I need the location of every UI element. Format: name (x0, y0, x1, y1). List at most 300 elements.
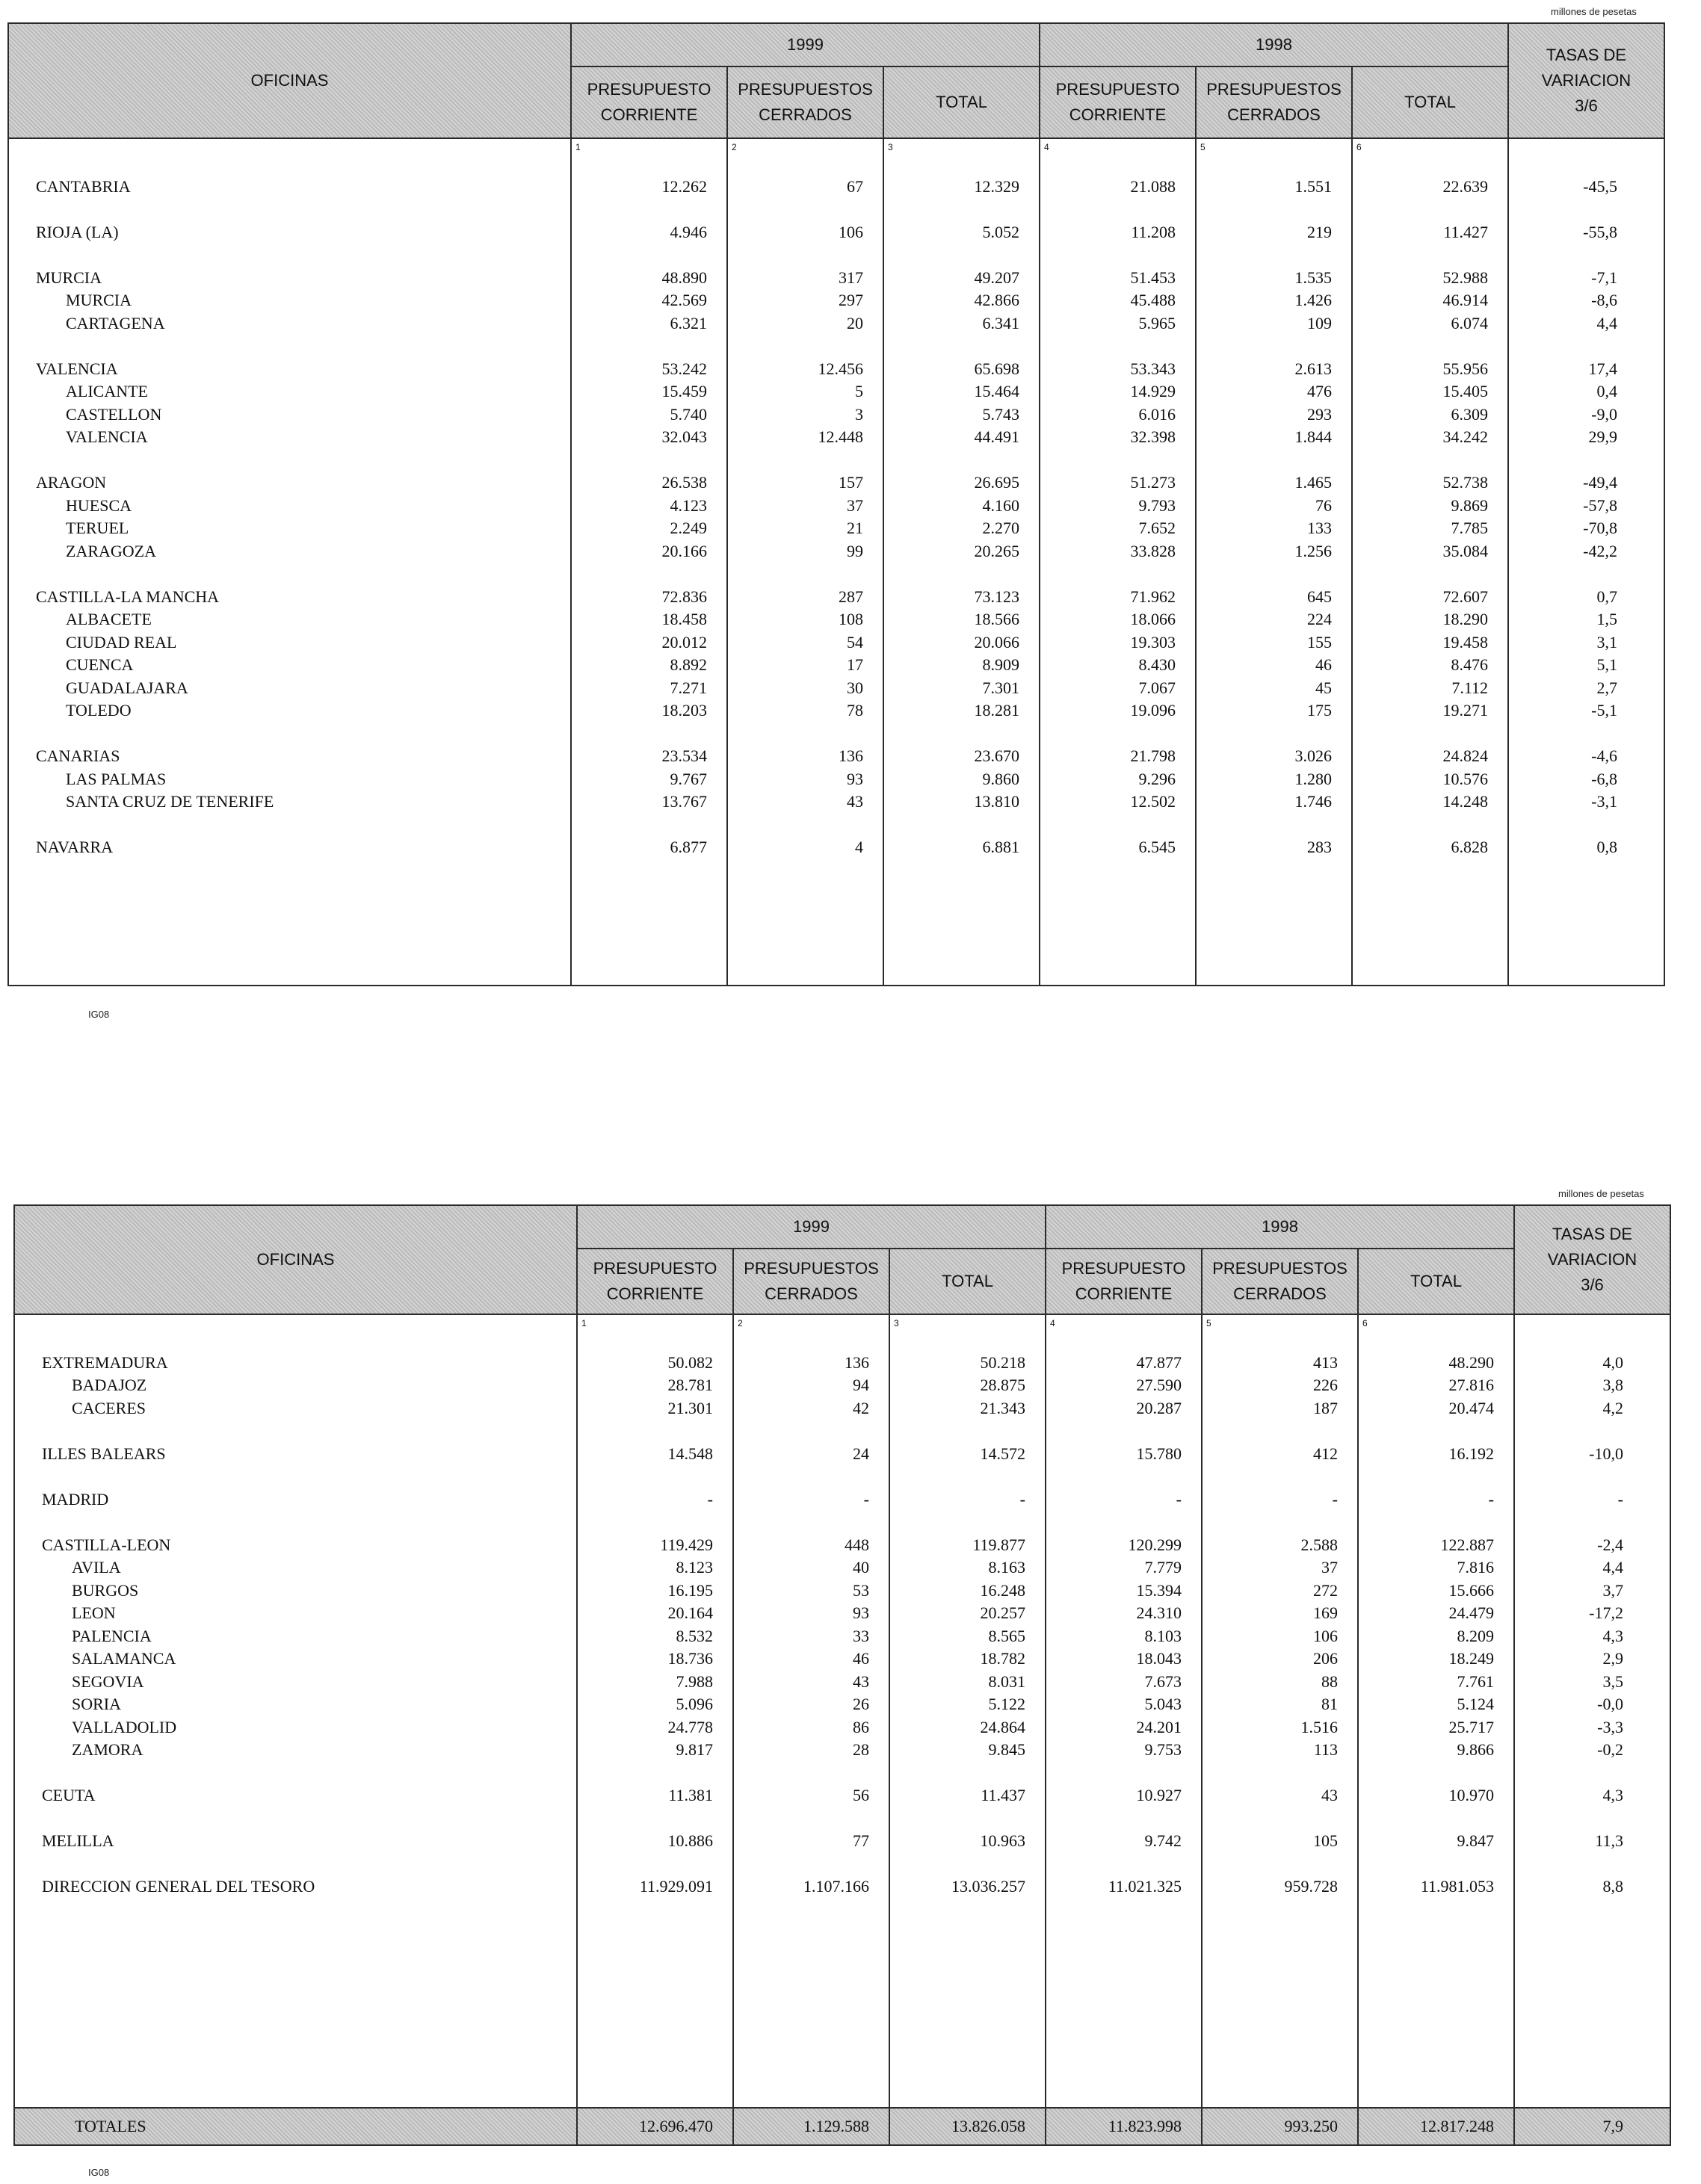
cell-value: - (707, 1489, 713, 1509)
row-gap (728, 152, 883, 176)
cell-value: - (1332, 1489, 1338, 1509)
totals-value: 12.817.248 (1358, 2108, 1514, 2145)
cell-value: 7.067 (1138, 678, 1176, 697)
region-label: NAVARRA (36, 838, 114, 856)
cell-value: 24.201 (1136, 1717, 1182, 1736)
header-tasas-l1: TASAS DE (1546, 45, 1627, 64)
header-line: PRESUPUESTOS (1212, 1258, 1347, 1278)
cell-value: 8.565 (988, 1626, 1025, 1645)
row-gap (15, 1853, 576, 1876)
office-label: GUADALAJARA (66, 678, 188, 697)
row-gap (1197, 814, 1351, 837)
office-label: CASTELLON (66, 404, 162, 424)
cell-value: 1.465 (1294, 473, 1332, 492)
cell-value: 30 (847, 678, 863, 697)
header-oficinas: OFICINAS (14, 1205, 577, 1314)
cell-value: 7.673 (1144, 1671, 1182, 1691)
row-gap (1040, 244, 1195, 267)
cell-value: 7.779 (1144, 1558, 1182, 1577)
cell-value: 3.026 (1294, 746, 1332, 765)
cell-value: 14.572 (980, 1444, 1025, 1463)
region-label: VALENCIA (36, 359, 118, 378)
cell-value: 26 (853, 1695, 869, 1713)
cell-value: 24.824 (1442, 746, 1488, 765)
cell-value: 27.816 (1448, 1376, 1494, 1394)
row-gap (734, 1511, 889, 1534)
header-year-1999: 1999 (571, 23, 1040, 66)
row-gap (728, 814, 883, 837)
cell-value: 8.909 (982, 655, 1019, 674)
cell-value: 106 (1313, 1626, 1338, 1645)
cell-value: 26.695 (974, 473, 1019, 492)
region-label: CANARIAS (36, 746, 120, 765)
cell-value: 119.877 (972, 1535, 1025, 1554)
row-gap (1509, 335, 1664, 358)
row-gap (1359, 1762, 1513, 1785)
cell-value: 10.927 (1136, 1786, 1182, 1804)
cell-value: 42.569 (661, 291, 707, 309)
office-label: CACERES (72, 1398, 146, 1417)
row-gap (15, 1511, 576, 1534)
tasa-value: -70,8 (1583, 519, 1617, 537)
cell-value: 19.271 (1442, 701, 1488, 720)
row-gap (1046, 1511, 1201, 1534)
row-gap (9, 449, 570, 472)
row-gap (578, 1807, 732, 1831)
header-line: CERRADOS (1233, 1284, 1327, 1303)
cell-value: 9.869 (1451, 495, 1488, 515)
office-label: HUESCA (66, 495, 132, 515)
cell-value: 5.743 (982, 404, 1019, 424)
header-pce-1999 (733, 1249, 889, 1314)
region-label: DIRECCION GENERAL DEL TESORO (42, 1877, 315, 1896)
row-gap (890, 1853, 1045, 1876)
cell-value: 23.670 (974, 746, 1019, 765)
cell-value: 93 (853, 1603, 869, 1622)
header-line: CORRIENTE (606, 1284, 704, 1303)
cell-value: 37 (847, 495, 863, 515)
cell-value: 155 (1307, 632, 1332, 652)
cell-value: 7.785 (1451, 519, 1488, 537)
cell-value: 24.479 (1448, 1603, 1494, 1622)
cell-value: 20.474 (1448, 1398, 1494, 1417)
office-label: PALENCIA (72, 1626, 152, 1645)
cell-value: 27.590 (1136, 1376, 1182, 1394)
totals-label: TOTALES (14, 2108, 577, 2145)
cell-value: 44.491 (974, 427, 1019, 446)
tasa-value: -3,1 (1591, 792, 1617, 811)
cell-value: - (863, 1489, 869, 1509)
row-gap (578, 1762, 732, 1785)
header-line: PRESUPUESTOS (1206, 79, 1342, 99)
cell-value: 10.576 (1442, 769, 1488, 788)
row-gap (578, 1465, 732, 1488)
totals-value: 13.826.058 (889, 2108, 1046, 2145)
cell-value: 51.273 (1130, 473, 1176, 492)
row-gap (9, 335, 570, 358)
cell-value: 9.860 (982, 769, 1019, 788)
office-label: TERUEL (66, 519, 129, 537)
totals-value: 12.696.470 (577, 2108, 733, 2145)
office-label: BADAJOZ (72, 1376, 147, 1394)
tasa-value: 2,9 (1602, 1649, 1623, 1668)
office-label: SALAMANCA (72, 1649, 176, 1668)
cell-value: 43 (847, 792, 863, 811)
row-gap (572, 198, 726, 221)
cell-value: 8.892 (670, 655, 707, 674)
header-total-1998: TOTAL (1352, 66, 1508, 138)
row-gap (1509, 198, 1664, 221)
row-gap (572, 563, 726, 586)
row-gap (728, 244, 883, 267)
tasa-value: -7,1 (1591, 267, 1617, 287)
tasa-value: 4,2 (1602, 1398, 1623, 1417)
cell-value: 9.866 (1457, 1740, 1494, 1759)
cell-value: 959.728 (1284, 1877, 1338, 1896)
row-gap (1509, 152, 1664, 176)
cell-value: 53.343 (1130, 359, 1176, 378)
cell-value: 53 (853, 1580, 869, 1600)
cell-value: 157 (839, 473, 863, 492)
row-gap (734, 1465, 889, 1488)
col-oficinas (8, 138, 571, 986)
col-3 (889, 1314, 1046, 2108)
row-gap (9, 198, 570, 221)
cell-value: 1.844 (1294, 427, 1332, 446)
cell-value: 1.516 (1300, 1717, 1338, 1736)
col-4 (1046, 1314, 1202, 2108)
cell-value: 55.956 (1442, 359, 1488, 378)
cell-value: 99 (847, 541, 863, 560)
header-tasas-l2: VARIACION (1541, 70, 1631, 90)
cell-value: 21.301 (667, 1398, 713, 1417)
row-gap (1197, 335, 1351, 358)
cell-value: 20 (847, 313, 863, 332)
cell-value: 7.816 (1457, 1558, 1494, 1577)
table-2 (13, 1204, 1670, 2146)
cell-value: 175 (1307, 701, 1332, 720)
row-gap (734, 1762, 889, 1785)
col-number: 5 (1200, 142, 1205, 152)
col-tasas (1514, 1314, 1670, 2108)
tasa-value: -9,0 (1591, 404, 1617, 424)
cell-value: 10.963 (980, 1831, 1025, 1850)
col-oficinas (14, 1314, 577, 2108)
cell-value: 287 (839, 587, 863, 606)
cell-value: 11.437 (981, 1786, 1025, 1804)
page-code-2: IG08 (88, 2167, 110, 2178)
cell-value: 18.043 (1136, 1649, 1182, 1668)
cell-value: 297 (839, 291, 863, 309)
cell-value: 2.249 (670, 519, 707, 537)
page-code-1: IG08 (88, 1009, 110, 1020)
tasa-value: -0,2 (1597, 1740, 1623, 1759)
cell-value: 13.767 (661, 792, 707, 811)
row-gap (9, 244, 570, 267)
tasa-value: 4,4 (1596, 313, 1617, 332)
table-2-grid (13, 1204, 1671, 2146)
office-label: ALBACETE (66, 610, 152, 628)
cell-value: 15.666 (1448, 1580, 1494, 1600)
cell-value: 28.875 (980, 1376, 1025, 1394)
col-2 (733, 1314, 889, 2108)
row-gap (1197, 449, 1351, 472)
region-label: RIOJA (LA) (36, 222, 119, 241)
office-label: TOLEDO (66, 701, 132, 720)
header-line: CORRIENTE (600, 105, 698, 124)
row-gap (9, 814, 570, 837)
tasa-value: -8,6 (1591, 291, 1617, 309)
row-gap (1203, 1465, 1357, 1488)
row-gap (1515, 1807, 1670, 1831)
row-gap (1203, 1807, 1357, 1831)
cell-value: 169 (1313, 1603, 1338, 1622)
tasa-value: 0,4 (1596, 382, 1617, 400)
row-gap (1046, 1328, 1201, 1352)
cell-value: 32.043 (661, 427, 707, 446)
cell-value: 52.738 (1442, 473, 1488, 492)
row-gap (1359, 1853, 1513, 1876)
row-gap (572, 449, 726, 472)
col-4 (1040, 138, 1196, 986)
cell-value: 48.290 (1448, 1352, 1494, 1372)
header-pce-1998 (1202, 1249, 1358, 1314)
cell-value: 3 (855, 404, 863, 424)
cell-value: 6.321 (670, 313, 707, 332)
cell-value: 11.208 (1131, 222, 1176, 241)
row-gap (734, 1328, 889, 1352)
col-5 (1196, 138, 1352, 986)
col-tasas (1508, 138, 1664, 986)
row-gap (1040, 335, 1195, 358)
cell-value: 24.864 (980, 1717, 1025, 1736)
cell-value: 120.299 (1128, 1535, 1182, 1554)
units-note: millones de pesetas (1551, 6, 1637, 17)
col-6 (1352, 138, 1508, 986)
region-label: CASTILLA-LA MANCHA (36, 587, 220, 606)
cell-value: 34.242 (1442, 427, 1488, 446)
cell-value: 6.545 (1138, 838, 1176, 856)
cell-value: 4.946 (670, 222, 707, 241)
header-pc-1998 (1046, 1249, 1202, 1314)
row-gap (1040, 723, 1195, 746)
cell-value: 51.453 (1130, 267, 1176, 287)
region-label: CASTILLA-LEON (42, 1535, 171, 1554)
row-gap (1197, 244, 1351, 267)
row-gap (890, 1762, 1045, 1785)
cell-value: 6.828 (1451, 838, 1488, 856)
header-tasas-l1: TASAS DE (1552, 1224, 1633, 1243)
cell-value: 28.781 (667, 1376, 713, 1394)
cell-value: 136 (845, 1352, 869, 1372)
cell-value: 18.203 (661, 701, 707, 720)
cell-value: 105 (1313, 1831, 1338, 1850)
cell-value: 5.052 (982, 222, 1019, 241)
row-gap (572, 244, 726, 267)
cell-value: 4.160 (982, 495, 1019, 515)
cell-value: 7.988 (676, 1671, 713, 1691)
row-gap (15, 1807, 576, 1831)
cell-value: 9.845 (988, 1740, 1025, 1759)
office-label: ZAMORA (72, 1740, 143, 1759)
region-label: CEUTA (42, 1786, 96, 1804)
cell-value: 18.066 (1130, 610, 1176, 628)
row-gap (9, 723, 570, 746)
cell-value: 6.016 (1138, 404, 1176, 424)
row-gap (1515, 1465, 1670, 1488)
row-gap (1203, 1328, 1357, 1352)
tasa-value: 11,3 (1595, 1831, 1623, 1850)
office-label: VALLADOLID (72, 1717, 177, 1736)
cell-value: 7.112 (1451, 678, 1488, 697)
row-gap (1359, 1465, 1513, 1488)
cell-value: 16.248 (980, 1580, 1025, 1600)
cell-value: 1.256 (1294, 541, 1332, 560)
tasa-value: 1,5 (1596, 610, 1617, 628)
office-label: ALICANTE (66, 382, 148, 400)
cell-value: 14.248 (1442, 792, 1488, 811)
row-gap (1203, 1762, 1357, 1785)
cell-value: 7.761 (1457, 1671, 1494, 1691)
cell-value: 25.717 (1448, 1717, 1494, 1736)
row-gap (890, 1511, 1045, 1534)
row-gap (1353, 449, 1507, 472)
tasa-value: -42,2 (1583, 541, 1617, 560)
tasa-value: -6,8 (1591, 769, 1617, 788)
header-pce-1998 (1196, 66, 1352, 138)
region-label: ARAGON (36, 473, 107, 492)
cell-value: 20.164 (667, 1603, 713, 1622)
office-label: SEGOVIA (72, 1671, 144, 1691)
cell-value: 65.698 (974, 359, 1019, 378)
cell-value: 49.207 (974, 267, 1019, 287)
row-gap (578, 1853, 732, 1876)
header-tasas (1508, 23, 1664, 138)
row-gap (884, 244, 1039, 267)
col-number: 3 (894, 1318, 899, 1328)
cell-value: 35.084 (1442, 541, 1488, 560)
cell-value: 40 (853, 1558, 869, 1577)
cell-value: 24 (853, 1444, 869, 1463)
cell-value: 93 (847, 769, 863, 788)
header-line: PRESUPUESTO (1061, 1258, 1186, 1278)
row-gap (1046, 1762, 1201, 1785)
cell-value: 15.405 (1442, 382, 1488, 400)
row-gap (1046, 1853, 1201, 1876)
cell-value: 9.817 (676, 1740, 713, 1759)
header-line: CORRIENTE (1075, 1284, 1173, 1303)
cell-value: 8.476 (1451, 655, 1488, 674)
row-gap (728, 449, 883, 472)
cell-value: 19.303 (1130, 632, 1176, 652)
row-gap (15, 1420, 576, 1443)
cell-value: 6.309 (1451, 404, 1488, 424)
cell-value: 21 (847, 519, 863, 537)
cell-value: 48.890 (661, 267, 707, 287)
col-1 (577, 1314, 733, 2108)
cell-value: 15.464 (974, 382, 1019, 400)
cell-value: 5.965 (1138, 313, 1176, 332)
cell-value: 8.031 (988, 1671, 1025, 1691)
cell-value: 1.280 (1294, 769, 1332, 788)
cell-value: 11.981.053 (1420, 1877, 1494, 1896)
cell-value: 46 (853, 1649, 869, 1668)
row-gap (734, 1853, 889, 1876)
row-gap (572, 335, 726, 358)
tasa-value: 3,1 (1596, 632, 1617, 652)
cell-value: 2.588 (1300, 1535, 1338, 1554)
cell-value: 1.551 (1294, 176, 1332, 196)
cell-value: 13.810 (974, 792, 1019, 811)
tasa-value: 4,3 (1602, 1626, 1623, 1645)
header-line: PRESUPUESTO (587, 79, 711, 99)
cell-value: 8.163 (988, 1558, 1025, 1577)
row-gap (15, 1762, 576, 1785)
row-gap (9, 152, 570, 176)
cell-value: 133 (1307, 519, 1332, 537)
cell-value: 7.271 (670, 678, 707, 697)
cell-value: 272 (1313, 1580, 1338, 1600)
row-gap (1515, 1853, 1670, 1876)
header-total-1998: TOTAL (1358, 1249, 1514, 1314)
office-label: LEON (72, 1603, 116, 1622)
header-line: PRESUPUESTO (593, 1258, 717, 1278)
header-line: CERRADOS (1227, 105, 1321, 124)
cell-value: 56 (853, 1786, 869, 1804)
cell-value: 23.534 (661, 746, 707, 765)
office-label: BURGOS (72, 1580, 139, 1600)
tasa-value: 8,8 (1602, 1877, 1623, 1896)
cell-value: 219 (1307, 222, 1332, 241)
header-line: PRESUPUESTOS (738, 79, 873, 99)
cell-value: 18.566 (974, 610, 1019, 628)
row-gap (578, 1511, 732, 1534)
tasa-value: 3,5 (1602, 1671, 1623, 1691)
cell-value: 18.782 (980, 1649, 1025, 1668)
cell-value: 20.166 (661, 541, 707, 560)
row-gap (884, 814, 1039, 837)
cell-value: 50.082 (667, 1352, 713, 1372)
cell-value: 11.427 (1443, 222, 1488, 241)
row-gap (1353, 723, 1507, 746)
row-gap (1359, 1511, 1513, 1534)
cell-value: 5.043 (1144, 1695, 1182, 1713)
totals-tasa: 7,9 (1514, 2108, 1670, 2145)
cell-value: 47.877 (1136, 1352, 1182, 1372)
row-gap (572, 723, 726, 746)
row-gap (1353, 814, 1507, 837)
cell-value: 12.448 (818, 427, 863, 446)
cell-value: 12.262 (661, 176, 707, 196)
header-pc-1999 (577, 1249, 733, 1314)
units-note-2: millones de pesetas (1558, 1188, 1644, 1199)
cell-value: 206 (1313, 1649, 1338, 1668)
tasa-value: 4,3 (1602, 1786, 1623, 1804)
cell-value: 11.381 (668, 1786, 713, 1804)
cell-value: 14.548 (667, 1444, 713, 1463)
cell-value: 28 (853, 1740, 869, 1759)
header-line: CERRADOS (759, 105, 852, 124)
cell-value: - (1176, 1489, 1182, 1509)
cell-value: 187 (1313, 1398, 1338, 1417)
row-gap (1203, 1420, 1357, 1443)
cell-value: 20.066 (974, 632, 1019, 652)
row-gap (1197, 152, 1351, 176)
cell-value: 50.218 (980, 1352, 1025, 1372)
header-total-1999: TOTAL (883, 66, 1040, 138)
row-gap (572, 152, 726, 176)
tasa-value: -45,5 (1583, 176, 1617, 196)
